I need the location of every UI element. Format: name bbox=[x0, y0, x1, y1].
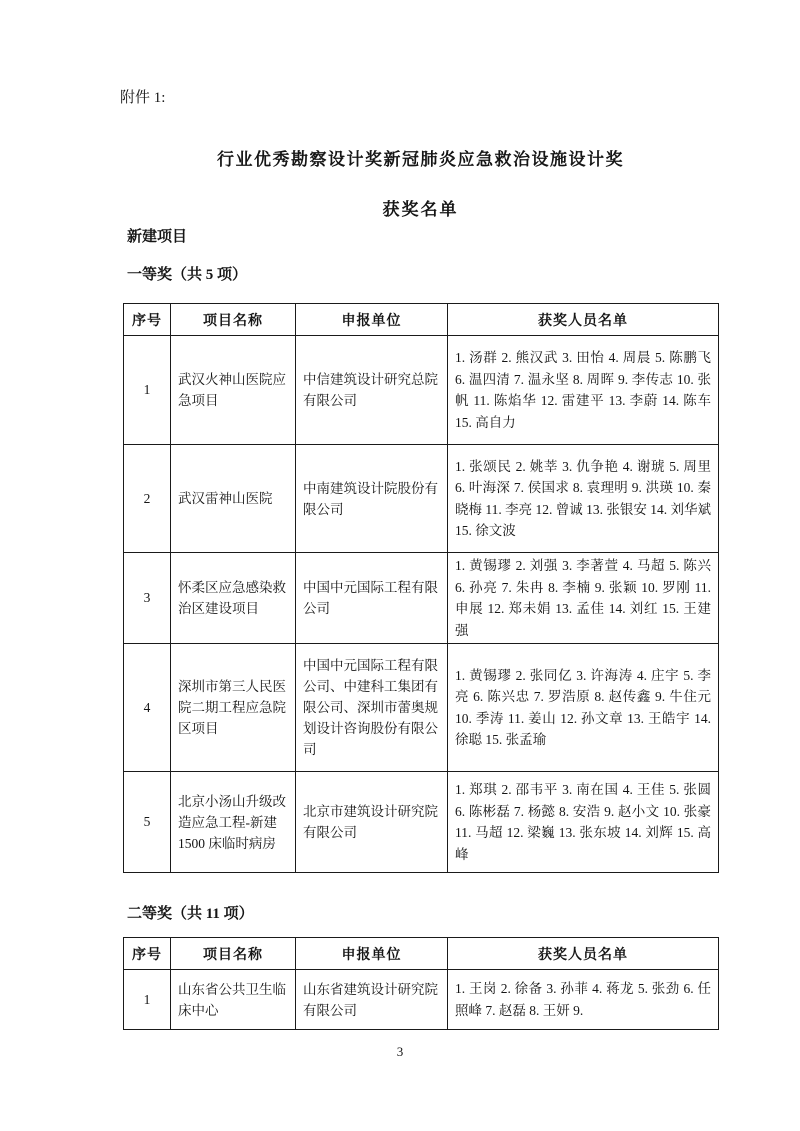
row-number: 3 bbox=[124, 553, 171, 644]
project-name: 山东省公共卫生临床中心 bbox=[171, 970, 296, 1030]
row-number: 1 bbox=[124, 970, 171, 1030]
document-title-line2: 获奖名单 bbox=[382, 200, 459, 219]
col-header-project: 项目名称 bbox=[171, 938, 296, 970]
col-header-no: 序号 bbox=[124, 938, 171, 970]
applicant-unit: 中南建筑设计院股份有限公司 bbox=[296, 445, 448, 553]
col-header-no: 序号 bbox=[124, 304, 171, 336]
col-header-winners: 获奖人员名单 bbox=[448, 938, 719, 970]
table-header-row bbox=[124, 304, 719, 336]
project-name: 北京小汤山升级改造应急工程-新建 1500 床临时病房 bbox=[171, 772, 296, 873]
row-number: 4 bbox=[124, 644, 171, 772]
applicant-unit: 中信建筑设计研究总院有限公司 bbox=[296, 336, 448, 445]
page-number: 3 bbox=[396, 1044, 404, 1059]
project-name: 怀柔区应急感染救治区建设项目 bbox=[171, 553, 296, 644]
second-prize-heading: 二等奖（共 11 项） bbox=[127, 906, 254, 922]
row-number: 1 bbox=[124, 336, 171, 445]
winner-list: 1. 郑琪 2. 邵韦平 3. 南在国 4. 王佳 5. 张圆 6. 陈彬磊 7. 杨懿 8. 安浩 9. 赵小文 10. 张豪 11. 马超 12. 梁巍 13. 张东坡 14. 刘辉 15. 高峰 bbox=[448, 772, 719, 873]
col-header-project: 项目名称 bbox=[171, 304, 296, 336]
applicant-unit: 中国中元国际工程有限公司、中建科工集团有限公司、深圳市蕾奥规划设计咨询股份有限公司 bbox=[296, 644, 448, 772]
document-title-line1: 行业优秀勘察设计奖新冠肺炎应急救治设施设计奖 bbox=[217, 150, 624, 169]
table-row bbox=[124, 445, 719, 553]
row-number: 5 bbox=[124, 772, 171, 873]
applicant-unit: 山东省建筑设计研究院有限公司 bbox=[296, 970, 448, 1030]
table-row bbox=[124, 772, 719, 873]
winner-list: 1. 黄锡璆 2. 张同亿 3. 许海涛 4. 庄宇 5. 李亮 6. 陈兴忠 7. 罗浩原 8. 赵传鑫 9. 牛住元 10. 季涛 11. 姜山 12. 孙文章 13. 王皓宇 14. 徐聪 15. 张孟瑜 bbox=[448, 644, 719, 772]
table-header-row bbox=[124, 938, 719, 970]
row-number: 2 bbox=[124, 445, 171, 553]
table-row bbox=[124, 644, 719, 772]
winner-list: 1. 张颂民 2. 姚莘 3. 仇争艳 4. 谢琥 5. 周里 6. 叶海深 7. 侯国求 8. 袁理明 9. 洪瑛 10. 秦晓梅 11. 李亮 12. 曾诚 13. 张银安 14. 刘华斌 15. 徐文波 bbox=[448, 445, 719, 553]
winner-list: 1. 汤群 2. 熊汉武 3. 田怡 4. 周晨 5. 陈鹏飞 6. 温四清 7. 温永坚 8. 周晖 9. 李传志 10. 张帆 11. 陈焰华 12. 雷建平 13. 李蔚 14. 陈车 15. 高自力 bbox=[448, 336, 719, 445]
applicant-unit: 中国中元国际工程有限公司 bbox=[296, 553, 448, 644]
col-header-unit: 申报单位 bbox=[296, 304, 448, 336]
section-label-new-projects: 新建项目 bbox=[127, 229, 188, 245]
project-name: 武汉火神山医院应急项目 bbox=[171, 336, 296, 445]
col-header-winners: 获奖人员名单 bbox=[448, 304, 719, 336]
winner-list: 1. 王岗 2. 徐备 3. 孙菲 4. 蒋龙 5. 张劲 6. 任照峰 7. 赵磊 8. 王妍 9. bbox=[448, 970, 719, 1030]
first-prize-heading: 一等奖（共 5 项） bbox=[127, 267, 248, 283]
first-prize-table bbox=[123, 303, 719, 873]
table-row bbox=[124, 970, 719, 1030]
table-row bbox=[124, 336, 719, 445]
col-header-unit: 申报单位 bbox=[296, 938, 448, 970]
attachment-label: 附件 1: bbox=[120, 90, 166, 106]
table-row bbox=[124, 553, 719, 644]
project-name: 武汉雷神山医院 bbox=[171, 445, 296, 553]
second-prize-table bbox=[123, 937, 719, 1030]
project-name: 深圳市第三人民医院二期工程应急院区项目 bbox=[171, 644, 296, 772]
winner-list: 1. 黄锡璆 2. 刘强 3. 李著萱 4. 马超 5. 陈兴 6. 孙亮 7. 朱冉 8. 李楠 9. 张颖 10. 罗刚 11. 申展 12. 郑未娟 13. 孟佳 14. 刘红 15. 王建强 bbox=[448, 553, 719, 644]
applicant-unit: 北京市建筑设计研究院有限公司 bbox=[296, 772, 448, 873]
